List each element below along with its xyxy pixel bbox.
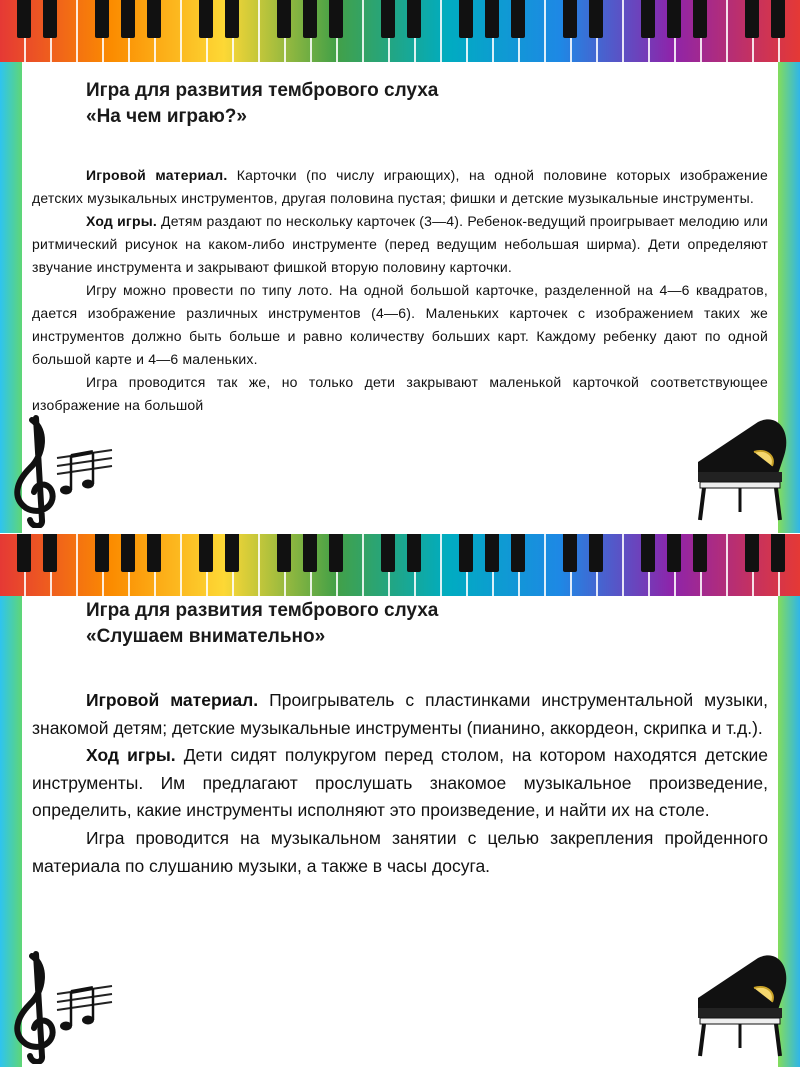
black-key [199, 0, 213, 38]
material-label: Игровой материал. [86, 690, 259, 710]
black-key [303, 534, 317, 572]
black-key [485, 534, 499, 572]
music-notes-icon [57, 986, 112, 1031]
title-line-1: Игра для развития тембрового слуха [86, 80, 439, 101]
treble-clef-icon [2, 946, 122, 1064]
treble-clef-icon [2, 410, 122, 528]
game-card-1 [0, 0, 800, 533]
black-key [147, 534, 161, 572]
black-key [641, 534, 655, 572]
course-label: Ход игры. [86, 213, 157, 229]
rainbow-piano-keyboard [0, 534, 800, 596]
black-key [147, 0, 161, 38]
black-key [43, 534, 57, 572]
black-key [17, 0, 31, 38]
card-title [86, 78, 438, 130]
black-key [95, 534, 109, 572]
course-paragraph [32, 742, 768, 825]
black-key [641, 0, 655, 38]
material-label: Игровой материал. [86, 167, 228, 183]
game-card-2 [0, 534, 800, 1067]
course-label: Ход игры. [86, 745, 176, 766]
black-key [199, 534, 213, 572]
black-key [771, 534, 785, 572]
title-line-1: Игра для развития тембрового слуха [86, 600, 439, 621]
black-key [407, 0, 421, 38]
closing-paragraph: Игра проводится на музыкальном занятии с целью закрепления пройденного материала по слушанию музыки, а также в часы досуга. [32, 827, 768, 876]
black-key [303, 0, 317, 38]
title-line-2: «На чем играю?» [86, 106, 247, 127]
black-key [43, 0, 57, 38]
course-paragraph [32, 210, 768, 279]
card-title [86, 598, 438, 650]
black-key [277, 534, 291, 572]
black-keys [0, 534, 800, 572]
black-key [693, 534, 707, 572]
grand-piano-icon [688, 412, 796, 524]
black-key [329, 0, 343, 38]
black-key [329, 534, 343, 572]
black-key [667, 0, 681, 38]
rainbow-piano-keyboard [0, 0, 800, 62]
lotto-paragraph: Игру можно провести по типу лото. На одной большой карточке, разделенной на 4—6 квадратов, дается изображение различных инструментов (4—6). Маленьких карточек с изображением таких же инструментов должно быть больше и равно количеству больших карт. Каждому ребенку дают по одной большой карте и 4—6 маленьких. [32, 282, 768, 367]
black-key [511, 0, 525, 38]
closing-paragraph: Игра проводится так же, но только дети закрывают маленькой карточкой соответствующее изображение на большой [32, 374, 768, 413]
material-paragraph [32, 164, 768, 210]
material-text: Карточки (по числу играющих), на одной половине которых изображение детских музыкальных инструментов, другая половина пустая; фишки и детские музыкальные инструменты. [32, 167, 768, 206]
grand-piano-icon [688, 948, 796, 1060]
course-text: Детям раздают по нескольку карточек (3—4). Ребенок-ведущий проигрывает мелодию или ритмический рисунок на каком-либо инструменте (перед ведущим небольшая ширма). Дети определяют звучание инструмента и закрывают фишкой вторую половину карточки. [32, 213, 768, 275]
black-key [121, 534, 135, 572]
black-key [693, 0, 707, 38]
card-text [32, 164, 768, 417]
title-line-2: «Слушаем внимательно» [86, 626, 326, 647]
black-keys [0, 0, 800, 38]
black-key [511, 534, 525, 572]
music-notes-icon [57, 450, 112, 495]
black-key [381, 0, 395, 38]
black-key [563, 534, 577, 572]
black-key [667, 534, 681, 572]
black-key [589, 534, 603, 572]
black-key [277, 0, 291, 38]
black-key [121, 0, 135, 38]
black-key [771, 0, 785, 38]
black-key [17, 534, 31, 572]
black-key [745, 534, 759, 572]
black-key [459, 0, 473, 38]
black-key [745, 0, 759, 38]
black-key [381, 534, 395, 572]
material-text: Проигрыватель с пластинками инструментальной музыки, знакомой детям; детские музыкальные инструменты (пианино, аккордеон, скрипка и т.д.). [32, 690, 768, 738]
course-text: Дети сидят полукругом перед столом, на котором находятся детские инструменты. Им предлагают прослушать знакомое музыкальное произведение, определить, какие инструменты исполняют это произведение, и найти их на столе. [32, 745, 768, 821]
black-key [563, 0, 577, 38]
black-key [225, 534, 239, 572]
black-key [459, 534, 473, 572]
material-paragraph [32, 687, 768, 742]
black-key [225, 0, 239, 38]
black-key [485, 0, 499, 38]
black-key [407, 534, 421, 572]
black-key [589, 0, 603, 38]
black-key [95, 0, 109, 38]
card-text [32, 687, 768, 880]
